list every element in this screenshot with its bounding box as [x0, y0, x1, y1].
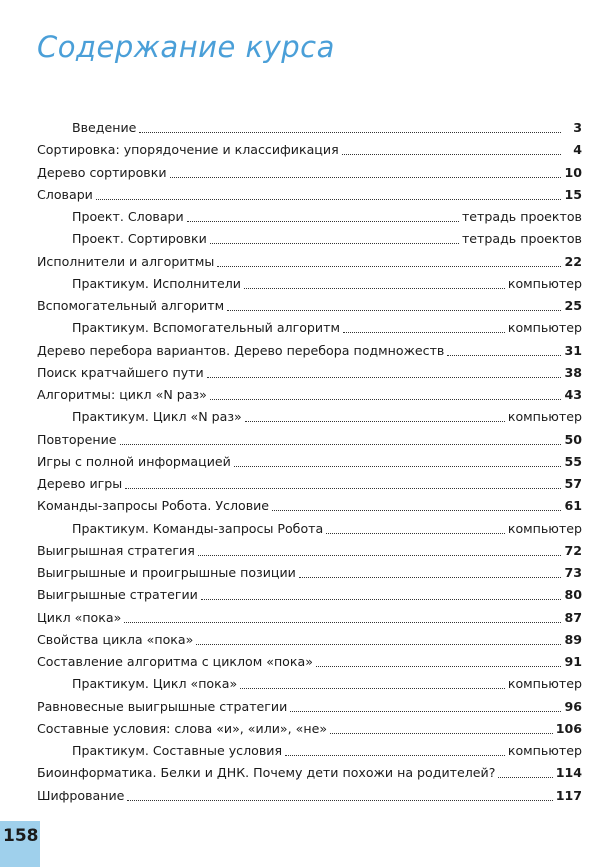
- dot-leader: [240, 687, 505, 689]
- toc-entry-title: Дерево игры: [37, 476, 123, 491]
- toc-entry: [37, 451, 582, 473]
- toc-entry-page: 96: [564, 698, 582, 714]
- toc-entry: [37, 206, 582, 228]
- toc-entry-page: компьютер: [507, 520, 582, 536]
- dot-leader: [234, 465, 561, 467]
- toc-entry: [37, 629, 582, 651]
- toc-entry-page: 3: [573, 120, 582, 135]
- dot-leader: [326, 532, 505, 534]
- toc-entry-page: 55: [564, 453, 582, 469]
- dot-leader: [207, 376, 561, 378]
- dot-leader: [201, 598, 561, 600]
- toc-entry: [37, 362, 582, 384]
- toc-entry: [37, 562, 582, 584]
- page-number: 158: [3, 826, 39, 846]
- dot-leader: [170, 176, 561, 178]
- toc-entry-page: 61: [564, 498, 582, 514]
- table-of-contents: [37, 117, 582, 807]
- toc-entry-title: Составные условия: слова «и», «или», «не»: [37, 720, 328, 736]
- dot-leader: [272, 509, 561, 511]
- dot-leader: [330, 732, 553, 734]
- toc-entry: [37, 696, 582, 718]
- toc-entry-page: 10: [564, 164, 582, 180]
- toc-entry: [37, 184, 582, 206]
- toc-entry-page: 38: [564, 364, 582, 380]
- toc-entry-title: Равновесные выигрышные стратегии: [37, 698, 288, 714]
- toc-entry: [37, 740, 582, 762]
- toc-entry-title: Биоинформатика. Белки и ДНК. Почему дети похожи на родителей?: [37, 765, 496, 781]
- toc-entry: [37, 139, 582, 161]
- toc-entry-title: Словари: [37, 186, 93, 202]
- toc-entry-page: 57: [564, 476, 582, 491]
- toc-entry-title: Цикл «пока»: [37, 609, 122, 625]
- toc-entry-page: 43: [564, 387, 582, 402]
- page-title: Содержание курса: [37, 30, 335, 64]
- toc-entry-page: 89: [564, 631, 582, 647]
- toc-entry: [37, 406, 582, 428]
- dot-leader: [498, 776, 552, 778]
- toc-entry-title: Повторение: [37, 431, 117, 447]
- toc-entry-page: 87: [564, 609, 582, 625]
- toc-entry-page: компьютер: [507, 409, 582, 425]
- toc-entry-page: 73: [564, 565, 582, 580]
- toc-entry-page: 22: [564, 253, 582, 269]
- dot-leader: [342, 153, 561, 155]
- toc-entry-title: Проект. Сортировки: [72, 231, 207, 247]
- toc-entry: [37, 785, 582, 807]
- toc-entry-page: 25: [564, 298, 582, 313]
- toc-entry: [37, 295, 582, 317]
- dot-leader: [343, 331, 505, 333]
- dot-leader: [120, 443, 561, 445]
- toc-entry: [37, 473, 582, 495]
- dot-leader: [198, 554, 561, 556]
- toc-entry-title: Составление алгоритма с циклом «пока»: [37, 654, 313, 669]
- toc-entry: [37, 651, 582, 673]
- toc-entry-title: Алгоритмы: цикл «N раз»: [37, 387, 207, 402]
- dot-leader: [285, 754, 505, 756]
- dot-leader: [447, 354, 561, 356]
- toc-entry-title: Игры с полной информацией: [37, 453, 231, 469]
- dot-leader: [125, 487, 561, 489]
- toc-entry-title: Выигрышные стратегии: [37, 587, 198, 603]
- toc-entry: [37, 117, 582, 139]
- dot-leader: [210, 398, 561, 400]
- toc-entry-title: Поиск кратчайшего пути: [37, 364, 204, 380]
- toc-entry: [37, 495, 582, 517]
- toc-entry-page: 72: [564, 542, 582, 558]
- toc-entry-title: Шифрование: [37, 787, 125, 803]
- toc-entry-page: 50: [564, 431, 582, 447]
- toc-entry-title: Практикум. Составные условия: [72, 743, 283, 758]
- toc-entry-page: 80: [564, 587, 582, 603]
- toc-entry-page: компьютер: [507, 275, 582, 291]
- toc-entry-title: Проект. Словари: [72, 209, 184, 224]
- toc-entry: [37, 540, 582, 562]
- toc-entry: [37, 340, 582, 362]
- toc-entry: [37, 273, 582, 295]
- toc-entry-title: Практикум. Цикл «пока»: [72, 676, 238, 692]
- toc-entry: [37, 718, 582, 740]
- dot-leader: [124, 621, 561, 623]
- toc-entry-title: Практикум. Команды-запросы Робота: [72, 520, 324, 536]
- dot-leader: [127, 799, 552, 801]
- toc-entry-title: Сортировка: упорядочение и классификация: [37, 142, 339, 158]
- toc-entry: [37, 607, 582, 629]
- dot-leader: [245, 420, 505, 422]
- toc-entry-title: Практикум. Цикл «N раз»: [72, 409, 242, 425]
- toc-entry-title: Выигрышная стратегия: [37, 542, 195, 558]
- dot-leader: [210, 242, 459, 244]
- dot-leader: [244, 287, 505, 289]
- toc-entry-title: Вспомогательный алгоритм: [37, 298, 225, 313]
- dot-leader: [139, 131, 561, 133]
- toc-entry-title: Выигрышные и проигрышные позиции: [37, 565, 296, 580]
- dot-leader: [96, 198, 561, 200]
- toc-entry-page: компьютер: [507, 320, 582, 336]
- dot-leader: [316, 665, 561, 667]
- dot-leader: [217, 265, 561, 267]
- toc-entry: [37, 429, 582, 451]
- toc-entry: [37, 162, 582, 184]
- toc-entry-page: тетрадь проектов: [461, 231, 582, 247]
- toc-entry-page: 114: [555, 765, 582, 781]
- toc-entry-page: 106: [555, 720, 582, 736]
- toc-entry: [37, 317, 582, 339]
- toc-entry-title: Исполнители и алгоритмы: [37, 253, 215, 269]
- dot-leader: [187, 220, 459, 222]
- toc-entry-title: Команды-запросы Робота. Условие: [37, 498, 270, 514]
- dot-leader: [299, 576, 561, 578]
- toc-entry-title: Дерево перебора вариантов. Дерево перебора подмножеств: [37, 342, 445, 358]
- toc-entry-page: 117: [555, 787, 582, 803]
- toc-entry-title: Введение: [72, 120, 137, 135]
- toc-entry: [37, 384, 582, 406]
- toc-entry-title: Дерево сортировки: [37, 164, 167, 180]
- dot-leader: [290, 710, 561, 712]
- toc-entry-page: компьютер: [507, 676, 582, 692]
- toc-entry-title: Практикум. Исполнители: [72, 275, 241, 291]
- dot-leader: [196, 643, 561, 645]
- toc-entry-page: 31: [564, 342, 582, 358]
- toc-entry: [37, 584, 582, 606]
- toc-entry: [37, 228, 582, 250]
- toc-entry-title: Практикум. Вспомогательный алгоритм: [72, 320, 340, 336]
- toc-entry: [37, 762, 582, 784]
- dot-leader: [227, 309, 561, 311]
- toc-entry-page: 15: [564, 186, 582, 202]
- toc-entry-page: 91: [564, 654, 582, 669]
- toc-entry-page: тетрадь проектов: [461, 209, 582, 224]
- toc-entry-page: 4: [573, 142, 582, 158]
- toc-entry: [37, 251, 582, 273]
- toc-entry: [37, 673, 582, 695]
- toc-entry-title: Свойства цикла «пока»: [37, 631, 194, 647]
- toc-entry: [37, 518, 582, 540]
- toc-entry-page: компьютер: [507, 743, 582, 758]
